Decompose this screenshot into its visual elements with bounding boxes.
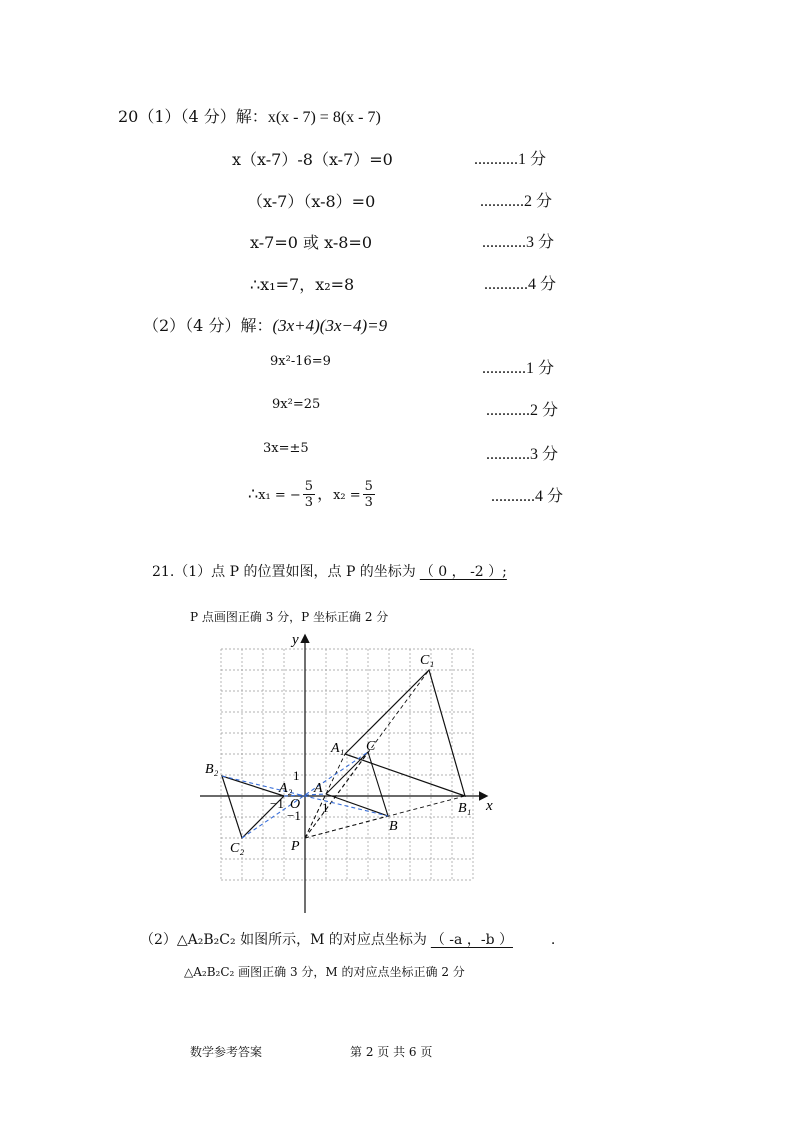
tick-label-x-1: 1	[322, 800, 329, 815]
q20-part1-score-3: ...........3 分	[482, 234, 555, 251]
q20-part1-header	[118, 107, 381, 128]
label-A1: A₁	[331, 741, 345, 756]
label-B1: B₁	[458, 801, 472, 816]
x1-numerator: 5	[304, 479, 314, 494]
q20-part1-step-2: （x-7）（x-8）=0	[247, 192, 376, 211]
q20-part2-header	[143, 316, 387, 336]
q20-part2-step-1: 9x²-16=9	[270, 354, 331, 369]
solution-separator: ，	[317, 484, 334, 503]
q20-part2-final	[248, 474, 377, 514]
q20-part1-score-2: ...........2 分	[480, 193, 553, 210]
q20-part2-equation: (3x+4)(3x−4)=9	[272, 316, 388, 335]
tick-label-x-neg1: −1	[270, 796, 284, 811]
x2-fraction	[363, 479, 375, 510]
q21-part2	[140, 930, 555, 950]
q21-part2-suffix: .	[550, 932, 556, 948]
x1-fraction	[303, 479, 315, 510]
q21-grading-2: △A₂B₂C₂ 画图正确 3 分，M 的对应点坐标正确 2 分	[184, 965, 465, 979]
label-A: A	[314, 781, 323, 796]
q20-part1-step-3: x-7=0 或 x-8=0	[250, 233, 373, 252]
x1-denominator: 3	[304, 495, 314, 510]
q20-part2-score-2: ...........2 分	[486, 402, 559, 419]
tick-label-y-1: 1	[293, 768, 300, 783]
x1-lhs: x₁ = −	[258, 488, 301, 503]
label-B: B	[389, 819, 398, 834]
label-C: C	[366, 739, 376, 754]
q20-part1-label: 20（1）（4 分）解：	[118, 107, 268, 126]
q21-part1-text: 21.（1）点 P 的位置如图，点 P 的坐标为	[152, 564, 416, 580]
label-P: P	[291, 839, 300, 854]
label-B2: B₂	[205, 762, 219, 777]
footer-title: 数学参考答案	[190, 1045, 263, 1059]
therefore-symbol: ∴	[248, 484, 259, 503]
footer-page-number: 第 2 页 共 6 页	[350, 1045, 433, 1059]
q21-part1	[152, 562, 511, 582]
q20-part1-step-4: ∴x₁=7，x₂=8	[250, 275, 355, 294]
x2-lhs: x₂ =	[333, 488, 361, 503]
q20-part2-score-3: ...........3 分	[486, 446, 559, 463]
label-C1: C₁	[420, 653, 435, 668]
q20-part1-score-4: ...........4 分	[484, 276, 557, 293]
tick-label-y-neg1: −1	[287, 808, 301, 823]
q21-part1-answer: （ 0 ， -2 ）;	[419, 564, 507, 580]
x2-denominator: 3	[364, 495, 373, 510]
grid	[221, 649, 473, 880]
q20-part2-step-2: 9x²=25	[272, 397, 321, 412]
q20-part2-step-3: 3x=±5	[263, 441, 309, 456]
q20-part1-step-1: x（x-7）-8（x-7）=0	[232, 150, 393, 169]
axis-label-y: y	[292, 632, 299, 648]
q20-part1-equation: x(x - 7) = 8(x - 7)	[267, 109, 381, 126]
q20-part2-score-4: ...........4 分	[491, 488, 564, 505]
q20-part2-score-1: ...........1 分	[482, 360, 555, 377]
triangle-ABC	[326, 752, 388, 816]
origin-label: O	[290, 797, 301, 812]
q21-part2-text: （2）△A₂B₂C₂ 如图所示，M 的对应点坐标为	[140, 932, 427, 948]
q20-part2-label: （2）（4 分）解：	[143, 316, 273, 335]
x2-numerator: 5	[364, 479, 373, 494]
q20-part1-score-1: ...........1 分	[474, 151, 547, 168]
q21-part2-answer: （ -a ，-b ）	[430, 932, 513, 948]
label-A2: A₂	[279, 781, 293, 796]
axis-label-x: x	[486, 798, 493, 814]
q21-grading-1: P 点画图正确 3 分，P 坐标正确 2 分	[190, 610, 389, 624]
label-C2: C₂	[230, 841, 245, 856]
coordinate-figure	[200, 628, 510, 918]
